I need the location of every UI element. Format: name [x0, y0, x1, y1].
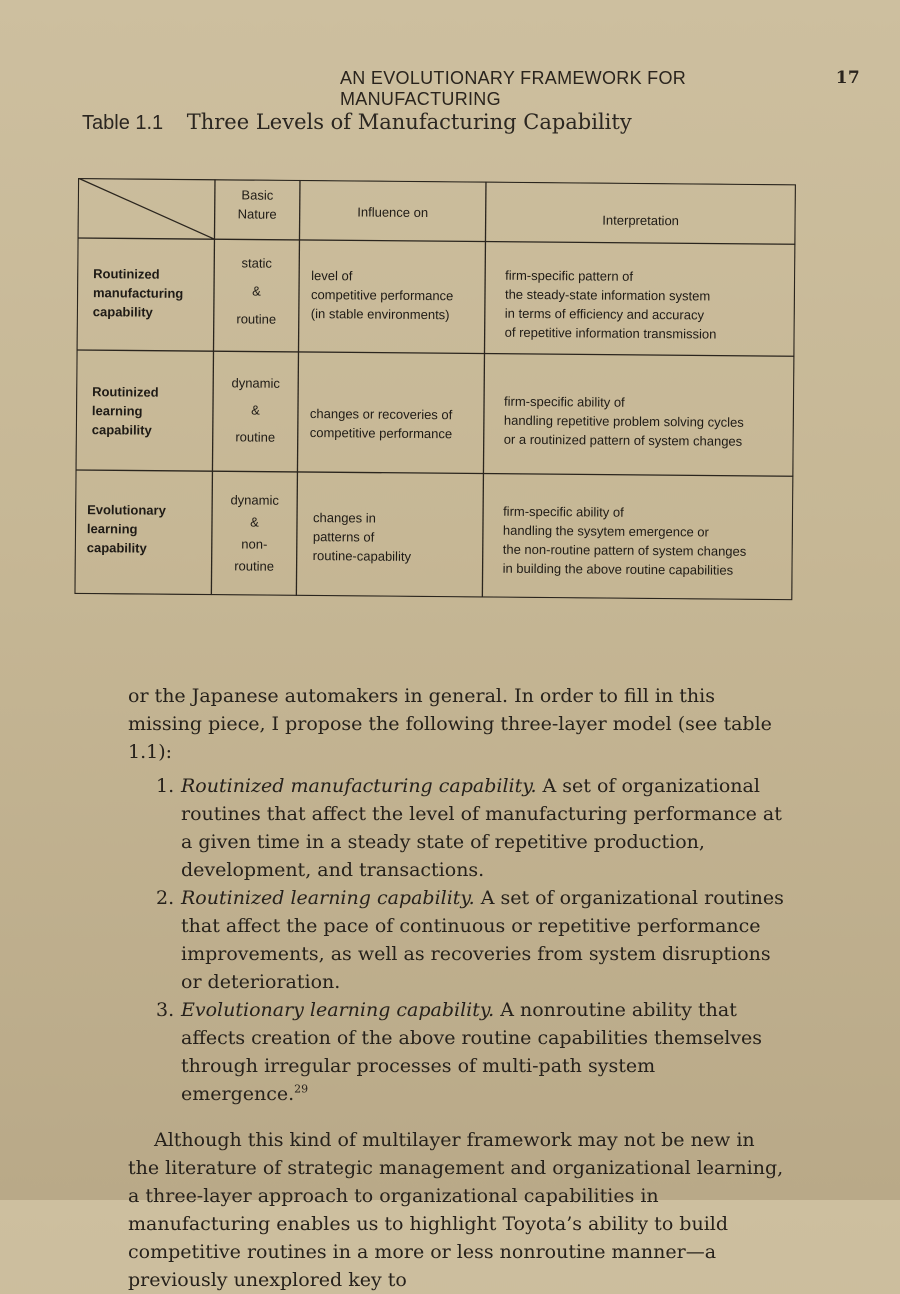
row-3-label — [87, 500, 209, 558]
row-1-influence — [311, 266, 483, 324]
list-term: Routinized learning capability. — [181, 887, 475, 909]
page-number: 17 — [835, 68, 860, 88]
row-label-line: Evolutionary — [87, 502, 166, 518]
row-1-label — [93, 264, 211, 322]
interpretation-line: of repetitive information transmission — [504, 324, 717, 342]
nature-line: & — [251, 402, 260, 418]
header-basic-nature — [215, 185, 300, 224]
interpretation-line: the steady-state information system — [504, 286, 711, 304]
nature-line: routine — [234, 558, 275, 574]
interpretation-line: or a routinized pattern of system changes — [503, 431, 743, 449]
footnote-marker[interactable]: 29 — [294, 1082, 309, 1096]
list-number: 2. — [156, 887, 175, 909]
influence-line: (in stable environments) — [310, 306, 450, 323]
interpretation-line: firm-specific ability of — [503, 503, 624, 520]
header-basic-nature-line: Nature — [237, 206, 277, 222]
interpretation-line: in building the above routine capabilities — [502, 560, 734, 578]
nature-line: dynamic — [230, 492, 279, 508]
nature-line: routine — [236, 311, 277, 327]
row-label-line: learning — [91, 403, 143, 419]
interpretation-line: the non-routine pattern of system changes — [502, 541, 747, 559]
row-3-interpretation — [503, 502, 792, 581]
table-title: Three Levels of Manufacturing Capability — [186, 110, 632, 134]
nature-line: dynamic — [231, 375, 280, 391]
influence-line: changes or recoveries of — [309, 406, 453, 423]
row-2-influence — [310, 404, 482, 443]
running-head-title: AN EVOLUTIONARY FRAMEWORK FOR MANUFACTURING — [340, 68, 687, 109]
influence-line: changes in — [312, 510, 376, 526]
nature-line: & — [250, 514, 259, 530]
row-label-line: Routinized — [93, 266, 160, 282]
row-1-nature — [214, 249, 300, 334]
row-label-line: capability — [86, 540, 147, 556]
interpretation-line: in terms of efficiency and accuracy — [504, 305, 705, 323]
running-head — [340, 68, 860, 110]
row-3-nature — [212, 489, 298, 578]
influence-line: routine-capability — [312, 548, 412, 564]
nature-line: static — [241, 255, 273, 271]
list-text: A nonroutine ability that affects creation of the above routine capabilities themselves through irregular processes of multi-path system emergence. — [181, 999, 762, 1105]
list-number: 3. — [156, 999, 175, 1021]
final-paragraph: Although this kind of multilayer framework may not be new in the literature of strategic management and organizational learning, a three-layer approach to organizational capabilities in manufacturing enables us to highlight Toyota’s ability to build competitive routines in a more or less nonroutine manner—a previously unexplored key to — [128, 1129, 784, 1291]
list-text: A set of organizational routines that affect the level of manufacturing performance at a given time in a steady state of repetitive production, development, and transactions. — [181, 775, 782, 881]
capability-table — [74, 178, 796, 600]
row-label-line: capability — [91, 422, 152, 438]
row-label-line: capability — [92, 304, 153, 320]
list-term: Evolutionary learning capability. — [181, 999, 495, 1021]
table-number: Table 1.1 — [82, 112, 164, 134]
row-2-nature — [213, 369, 299, 451]
intro-paragraph: or the Japanese automakers in general. In order to fill in this missing piece, I propose the following three-layer model (see table 1.1): — [128, 685, 772, 763]
influence-line: competitive performance — [309, 425, 453, 442]
interpretation-line: handling the sysytem emergence or — [502, 522, 709, 540]
list-item — [128, 996, 788, 1108]
nature-line: non- — [241, 536, 268, 552]
header-influence: Influence on — [357, 204, 429, 221]
row-label-line: learning — [86, 521, 138, 537]
list-text: A set of organizational routines that affect the pace of continuous or repetitive performance improvements, as well as recoveries from system disruptions or deterioration. — [181, 887, 784, 993]
row-label-line: Routinized — [92, 384, 159, 400]
nature-line: routine — [235, 429, 276, 445]
list-number: 1. — [156, 775, 175, 797]
header-basic-nature-line: Basic — [241, 187, 274, 203]
header-interpretation: Interpretation — [602, 212, 680, 229]
list-item — [128, 772, 788, 884]
interpretation-line: firm-specific pattern of — [505, 267, 634, 284]
list-item — [128, 884, 788, 996]
influence-line: level of — [311, 268, 353, 284]
row-label-line: manufacturing — [92, 285, 184, 301]
list-term: Routinized manufacturing capability. — [181, 775, 537, 797]
capability-list — [128, 772, 788, 1108]
table-caption — [82, 110, 632, 135]
body-text — [128, 682, 788, 1294]
row-1-interpretation — [505, 266, 794, 345]
interpretation-line: firm-specific ability of — [504, 393, 625, 410]
interpretation-line: handling repetitive problem solving cycles — [503, 412, 744, 430]
row-2-label — [92, 382, 210, 440]
row-3-influence — [313, 508, 481, 566]
nature-line: & — [252, 283, 261, 299]
influence-line: competitive performance — [310, 287, 454, 304]
row-2-interpretation — [504, 392, 792, 452]
influence-line: patterns of — [312, 529, 375, 545]
